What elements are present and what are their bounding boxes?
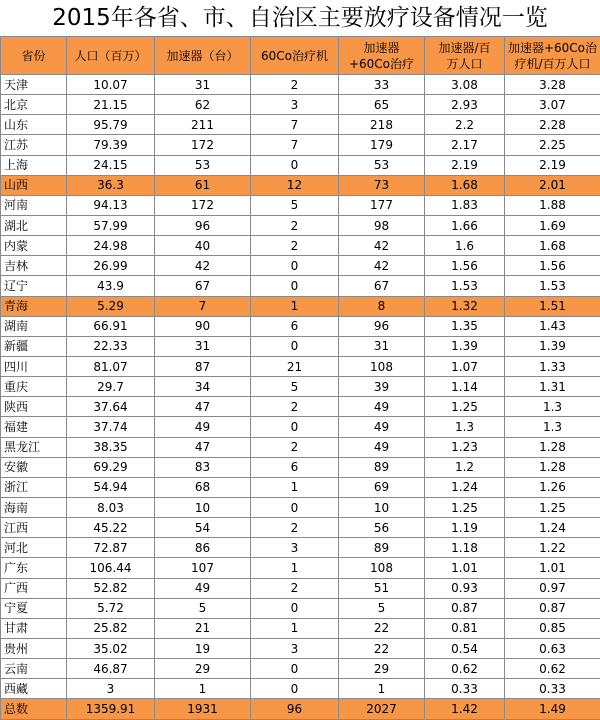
cell-accelerators: 31	[155, 336, 251, 356]
cell-population: 36.3	[67, 175, 155, 195]
table-row	[1, 377, 600, 397]
cell-population: 37.74	[67, 417, 155, 437]
cell-accelerators: 42	[155, 256, 251, 276]
cell-accelerators: 87	[155, 356, 251, 376]
cell-devices-per-million: 1.28	[505, 457, 600, 477]
cell-devices-per-million: 2.19	[505, 155, 600, 175]
total-cell-co60: 96	[251, 699, 339, 719]
cell-population: 69.29	[67, 457, 155, 477]
cell-province: 四川	[1, 356, 67, 376]
table-row	[1, 679, 600, 699]
table-row	[1, 356, 600, 376]
cell-devices-per-million: 0.85	[505, 618, 600, 638]
cell-total-devices: 31	[339, 336, 425, 356]
cell-co60: 2	[251, 397, 339, 417]
cell-population: 45.22	[67, 518, 155, 538]
cell-total-devices: 5	[339, 598, 425, 618]
cell-total-devices: 96	[339, 316, 425, 336]
cell-acc-per-million: 1.83	[425, 195, 505, 215]
cell-co60: 2	[251, 578, 339, 598]
cell-province: 江苏	[1, 135, 67, 155]
cell-devices-per-million: 0.62	[505, 659, 600, 679]
cell-devices-per-million: 1.53	[505, 276, 600, 296]
cell-province: 浙江	[1, 477, 67, 497]
cell-devices-per-million: 1.31	[505, 377, 600, 397]
table-body	[1, 75, 600, 720]
cell-devices-per-million: 1.01	[505, 558, 600, 578]
cell-co60: 21	[251, 356, 339, 376]
cell-total-devices: 49	[339, 397, 425, 417]
cell-co60: 2	[251, 518, 339, 538]
cell-devices-per-million: 0.33	[505, 679, 600, 699]
cell-devices-per-million: 1.68	[505, 236, 600, 256]
cell-province: 陕西	[1, 397, 67, 417]
cell-accelerators: 10	[155, 497, 251, 517]
cell-total-devices: 108	[339, 356, 425, 376]
cell-acc-per-million: 1.24	[425, 477, 505, 497]
cell-accelerators: 31	[155, 75, 251, 95]
cell-province: 重庆	[1, 377, 67, 397]
header-province: 省份	[1, 37, 67, 75]
cell-accelerators: 67	[155, 276, 251, 296]
cell-co60: 1	[251, 296, 339, 316]
cell-acc-per-million: 1.6	[425, 236, 505, 256]
cell-accelerators: 49	[155, 578, 251, 598]
cell-accelerators: 172	[155, 195, 251, 215]
cell-devices-per-million: 2.28	[505, 115, 600, 135]
cell-acc-per-million: 1.01	[425, 558, 505, 578]
cell-acc-per-million: 1.35	[425, 316, 505, 336]
table-row	[1, 175, 600, 195]
cell-co60: 3	[251, 538, 339, 558]
cell-total-devices: 33	[339, 75, 425, 95]
cell-devices-per-million: 1.39	[505, 336, 600, 356]
cell-province: 贵州	[1, 638, 67, 658]
header-co60: 60Co治疗机	[251, 37, 339, 75]
cell-population: 3	[67, 679, 155, 699]
cell-accelerators: 96	[155, 215, 251, 235]
cell-co60: 5	[251, 377, 339, 397]
cell-population: 24.15	[67, 155, 155, 175]
cell-accelerators: 54	[155, 518, 251, 538]
cell-province: 河北	[1, 538, 67, 558]
cell-co60: 0	[251, 336, 339, 356]
table-row	[1, 558, 600, 578]
cell-population: 57.99	[67, 215, 155, 235]
cell-population: 95.79	[67, 115, 155, 135]
cell-devices-per-million: 1.43	[505, 316, 600, 336]
cell-province: 湖南	[1, 316, 67, 336]
cell-total-devices: 89	[339, 457, 425, 477]
cell-acc-per-million: 0.93	[425, 578, 505, 598]
page-title: 2015年各省、市、自治区主要放疗设备情况一览	[0, 0, 600, 36]
cell-accelerators: 107	[155, 558, 251, 578]
cell-province: 黑龙江	[1, 437, 67, 457]
table-row	[1, 236, 600, 256]
cell-total-devices: 53	[339, 155, 425, 175]
cell-province: 青海	[1, 296, 67, 316]
cell-population: 81.07	[67, 356, 155, 376]
cell-population: 8.03	[67, 497, 155, 517]
cell-co60: 0	[251, 256, 339, 276]
cell-devices-per-million: 1.26	[505, 477, 600, 497]
cell-devices-per-million: 1.69	[505, 215, 600, 235]
cell-devices-per-million: 1.25	[505, 497, 600, 517]
cell-acc-per-million: 1.18	[425, 538, 505, 558]
cell-population: 52.82	[67, 578, 155, 598]
cell-acc-per-million: 1.56	[425, 256, 505, 276]
cell-co60: 3	[251, 638, 339, 658]
cell-population: 66.91	[67, 316, 155, 336]
table-row	[1, 659, 600, 679]
cell-acc-per-million: 0.62	[425, 659, 505, 679]
cell-devices-per-million: 2.25	[505, 135, 600, 155]
cell-co60: 2	[251, 215, 339, 235]
cell-province: 内蒙	[1, 236, 67, 256]
cell-accelerators: 5	[155, 598, 251, 618]
cell-co60: 0	[251, 598, 339, 618]
table-row	[1, 477, 600, 497]
cell-co60: 7	[251, 115, 339, 135]
table-row	[1, 215, 600, 235]
table-row	[1, 115, 600, 135]
cell-devices-per-million: 1.88	[505, 195, 600, 215]
cell-total-devices: 42	[339, 256, 425, 276]
cell-population: 22.33	[67, 336, 155, 356]
cell-province: 天津	[1, 75, 67, 95]
table-row	[1, 75, 600, 95]
cell-total-devices: 39	[339, 377, 425, 397]
cell-accelerators: 21	[155, 618, 251, 638]
cell-accelerators: 53	[155, 155, 251, 175]
cell-acc-per-million: 1.25	[425, 497, 505, 517]
table-row	[1, 538, 600, 558]
cell-co60: 0	[251, 155, 339, 175]
cell-total-devices: 29	[339, 659, 425, 679]
cell-population: 26.99	[67, 256, 155, 276]
cell-total-devices: 56	[339, 518, 425, 538]
header-acc-per-million-line1: 加速器/百	[438, 41, 490, 55]
cell-acc-per-million: 1.66	[425, 215, 505, 235]
cell-total-devices: 22	[339, 638, 425, 658]
cell-accelerators: 29	[155, 659, 251, 679]
cell-co60: 0	[251, 659, 339, 679]
cell-province: 山东	[1, 115, 67, 135]
cell-accelerators: 47	[155, 397, 251, 417]
cell-province: 海南	[1, 497, 67, 517]
cell-province: 辽宁	[1, 276, 67, 296]
cell-province: 湖北	[1, 215, 67, 235]
cell-devices-per-million: 0.87	[505, 598, 600, 618]
cell-province: 安徽	[1, 457, 67, 477]
cell-province: 福建	[1, 417, 67, 437]
cell-province: 江西	[1, 518, 67, 538]
cell-acc-per-million: 1.68	[425, 175, 505, 195]
cell-devices-per-million: 1.33	[505, 356, 600, 376]
cell-acc-per-million: 1.39	[425, 336, 505, 356]
header-population: 人口（百万）	[67, 37, 155, 75]
cell-total-devices: 98	[339, 215, 425, 235]
table-row	[1, 497, 600, 517]
cell-devices-per-million: 3.28	[505, 75, 600, 95]
cell-co60: 0	[251, 276, 339, 296]
cell-co60: 6	[251, 457, 339, 477]
cell-population: 35.02	[67, 638, 155, 658]
header-total-devices-line1: 加速器	[363, 41, 399, 55]
cell-co60: 12	[251, 175, 339, 195]
cell-total-devices: 108	[339, 558, 425, 578]
cell-acc-per-million: 2.93	[425, 95, 505, 115]
table-row	[1, 437, 600, 457]
cell-co60: 7	[251, 135, 339, 155]
cell-accelerators: 7	[155, 296, 251, 316]
cell-acc-per-million: 2.2	[425, 115, 505, 135]
header-accelerators: 加速器（台）	[155, 37, 251, 75]
cell-accelerators: 172	[155, 135, 251, 155]
cell-total-devices: 73	[339, 175, 425, 195]
cell-acc-per-million: 1.53	[425, 276, 505, 296]
cell-population: 10.07	[67, 75, 155, 95]
header-acc-per-million	[425, 37, 505, 75]
header-devices-per-million-line1: 加速器+60Co治	[508, 41, 597, 55]
cell-co60: 3	[251, 95, 339, 115]
cell-devices-per-million: 0.97	[505, 578, 600, 598]
cell-devices-per-million: 1.22	[505, 538, 600, 558]
cell-total-devices: 218	[339, 115, 425, 135]
table-row	[1, 397, 600, 417]
cell-total-devices: 1	[339, 679, 425, 699]
header-devices-per-million-line2: 疗机/百万人口	[514, 57, 590, 71]
cell-province: 广东	[1, 558, 67, 578]
cell-population: 29.7	[67, 377, 155, 397]
cell-population: 38.35	[67, 437, 155, 457]
table-row	[1, 296, 600, 316]
total-cell-population: 1359.91	[67, 699, 155, 719]
cell-province: 广西	[1, 578, 67, 598]
cell-accelerators: 40	[155, 236, 251, 256]
table-row	[1, 638, 600, 658]
cell-province: 云南	[1, 659, 67, 679]
cell-total-devices: 51	[339, 578, 425, 598]
cell-accelerators: 49	[155, 417, 251, 437]
header-total-devices	[339, 37, 425, 75]
header-acc-per-million-line2: 万人口	[446, 57, 482, 71]
cell-devices-per-million: 1.28	[505, 437, 600, 457]
cell-total-devices: 69	[339, 477, 425, 497]
total-row	[1, 699, 600, 719]
cell-population: 106.44	[67, 558, 155, 578]
cell-acc-per-million: 1.14	[425, 377, 505, 397]
table-row	[1, 417, 600, 437]
table-row	[1, 195, 600, 215]
cell-population: 5.29	[67, 296, 155, 316]
cell-population: 24.98	[67, 236, 155, 256]
cell-total-devices: 49	[339, 437, 425, 457]
cell-province: 河南	[1, 195, 67, 215]
cell-co60: 0	[251, 497, 339, 517]
cell-co60: 2	[251, 236, 339, 256]
cell-population: 21.15	[67, 95, 155, 115]
cell-acc-per-million: 0.33	[425, 679, 505, 699]
table-row	[1, 618, 600, 638]
cell-total-devices: 65	[339, 95, 425, 115]
cell-province: 西藏	[1, 679, 67, 699]
cell-population: 94.13	[67, 195, 155, 215]
cell-devices-per-million: 1.56	[505, 256, 600, 276]
total-cell-total-devices: 2027	[339, 699, 425, 719]
cell-province: 北京	[1, 95, 67, 115]
cell-acc-per-million: 0.87	[425, 598, 505, 618]
cell-accelerators: 90	[155, 316, 251, 336]
cell-province: 宁夏	[1, 598, 67, 618]
total-cell-province: 总数	[1, 699, 67, 719]
cell-population: 46.87	[67, 659, 155, 679]
cell-total-devices: 49	[339, 417, 425, 437]
cell-province: 新疆	[1, 336, 67, 356]
header-total-devices-line2: +60Co治疗	[349, 57, 414, 71]
table-row	[1, 95, 600, 115]
total-cell-devices-per-million: 1.49	[505, 699, 600, 719]
cell-acc-per-million: 1.32	[425, 296, 505, 316]
cell-devices-per-million: 0.63	[505, 638, 600, 658]
table-header-row	[1, 37, 600, 75]
cell-devices-per-million: 3.07	[505, 95, 600, 115]
cell-acc-per-million: 1.25	[425, 397, 505, 417]
cell-devices-per-million: 1.24	[505, 518, 600, 538]
cell-devices-per-million: 1.51	[505, 296, 600, 316]
cell-total-devices: 67	[339, 276, 425, 296]
cell-devices-per-million: 1.3	[505, 397, 600, 417]
cell-accelerators: 19	[155, 638, 251, 658]
cell-accelerators: 1	[155, 679, 251, 699]
cell-co60: 5	[251, 195, 339, 215]
cell-acc-per-million: 1.23	[425, 437, 505, 457]
table-row	[1, 155, 600, 175]
cell-population: 79.39	[67, 135, 155, 155]
cell-acc-per-million: 1.19	[425, 518, 505, 538]
cell-accelerators: 62	[155, 95, 251, 115]
cell-total-devices: 89	[339, 538, 425, 558]
total-cell-accelerators: 1931	[155, 699, 251, 719]
cell-co60: 1	[251, 477, 339, 497]
table-row	[1, 518, 600, 538]
cell-accelerators: 34	[155, 377, 251, 397]
cell-acc-per-million: 2.17	[425, 135, 505, 155]
cell-accelerators: 68	[155, 477, 251, 497]
cell-province: 吉林	[1, 256, 67, 276]
cell-acc-per-million: 0.81	[425, 618, 505, 638]
cell-acc-per-million: 1.3	[425, 417, 505, 437]
cell-accelerators: 86	[155, 538, 251, 558]
cell-acc-per-million: 3.08	[425, 75, 505, 95]
cell-co60: 2	[251, 75, 339, 95]
cell-population: 43.9	[67, 276, 155, 296]
cell-acc-per-million: 1.07	[425, 356, 505, 376]
table-row	[1, 598, 600, 618]
table-row	[1, 135, 600, 155]
cell-total-devices: 10	[339, 497, 425, 517]
cell-accelerators: 61	[155, 175, 251, 195]
table-row	[1, 316, 600, 336]
cell-acc-per-million: 1.2	[425, 457, 505, 477]
cell-co60: 6	[251, 316, 339, 336]
cell-total-devices: 8	[339, 296, 425, 316]
cell-co60: 0	[251, 417, 339, 437]
radiotherapy-equipment-table	[0, 36, 600, 720]
cell-population: 72.87	[67, 538, 155, 558]
cell-population: 5.72	[67, 598, 155, 618]
cell-acc-per-million: 0.54	[425, 638, 505, 658]
cell-total-devices: 42	[339, 236, 425, 256]
table-row	[1, 578, 600, 598]
header-devices-per-million	[505, 37, 600, 75]
cell-accelerators: 83	[155, 457, 251, 477]
cell-population: 54.94	[67, 477, 155, 497]
total-cell-acc-per-million: 1.42	[425, 699, 505, 719]
cell-population: 25.82	[67, 618, 155, 638]
cell-province: 上海	[1, 155, 67, 175]
cell-province: 山西	[1, 175, 67, 195]
cell-devices-per-million: 2.01	[505, 175, 600, 195]
cell-acc-per-million: 2.19	[425, 155, 505, 175]
cell-total-devices: 177	[339, 195, 425, 215]
cell-total-devices: 22	[339, 618, 425, 638]
cell-co60: 1	[251, 558, 339, 578]
table-row	[1, 336, 600, 356]
cell-total-devices: 179	[339, 135, 425, 155]
cell-co60: 0	[251, 679, 339, 699]
table-row	[1, 457, 600, 477]
cell-co60: 1	[251, 618, 339, 638]
table-row	[1, 276, 600, 296]
cell-devices-per-million: 1.3	[505, 417, 600, 437]
cell-accelerators: 47	[155, 437, 251, 457]
cell-population: 37.64	[67, 397, 155, 417]
cell-province: 甘肃	[1, 618, 67, 638]
cell-co60: 2	[251, 437, 339, 457]
cell-accelerators: 211	[155, 115, 251, 135]
table-row	[1, 256, 600, 276]
